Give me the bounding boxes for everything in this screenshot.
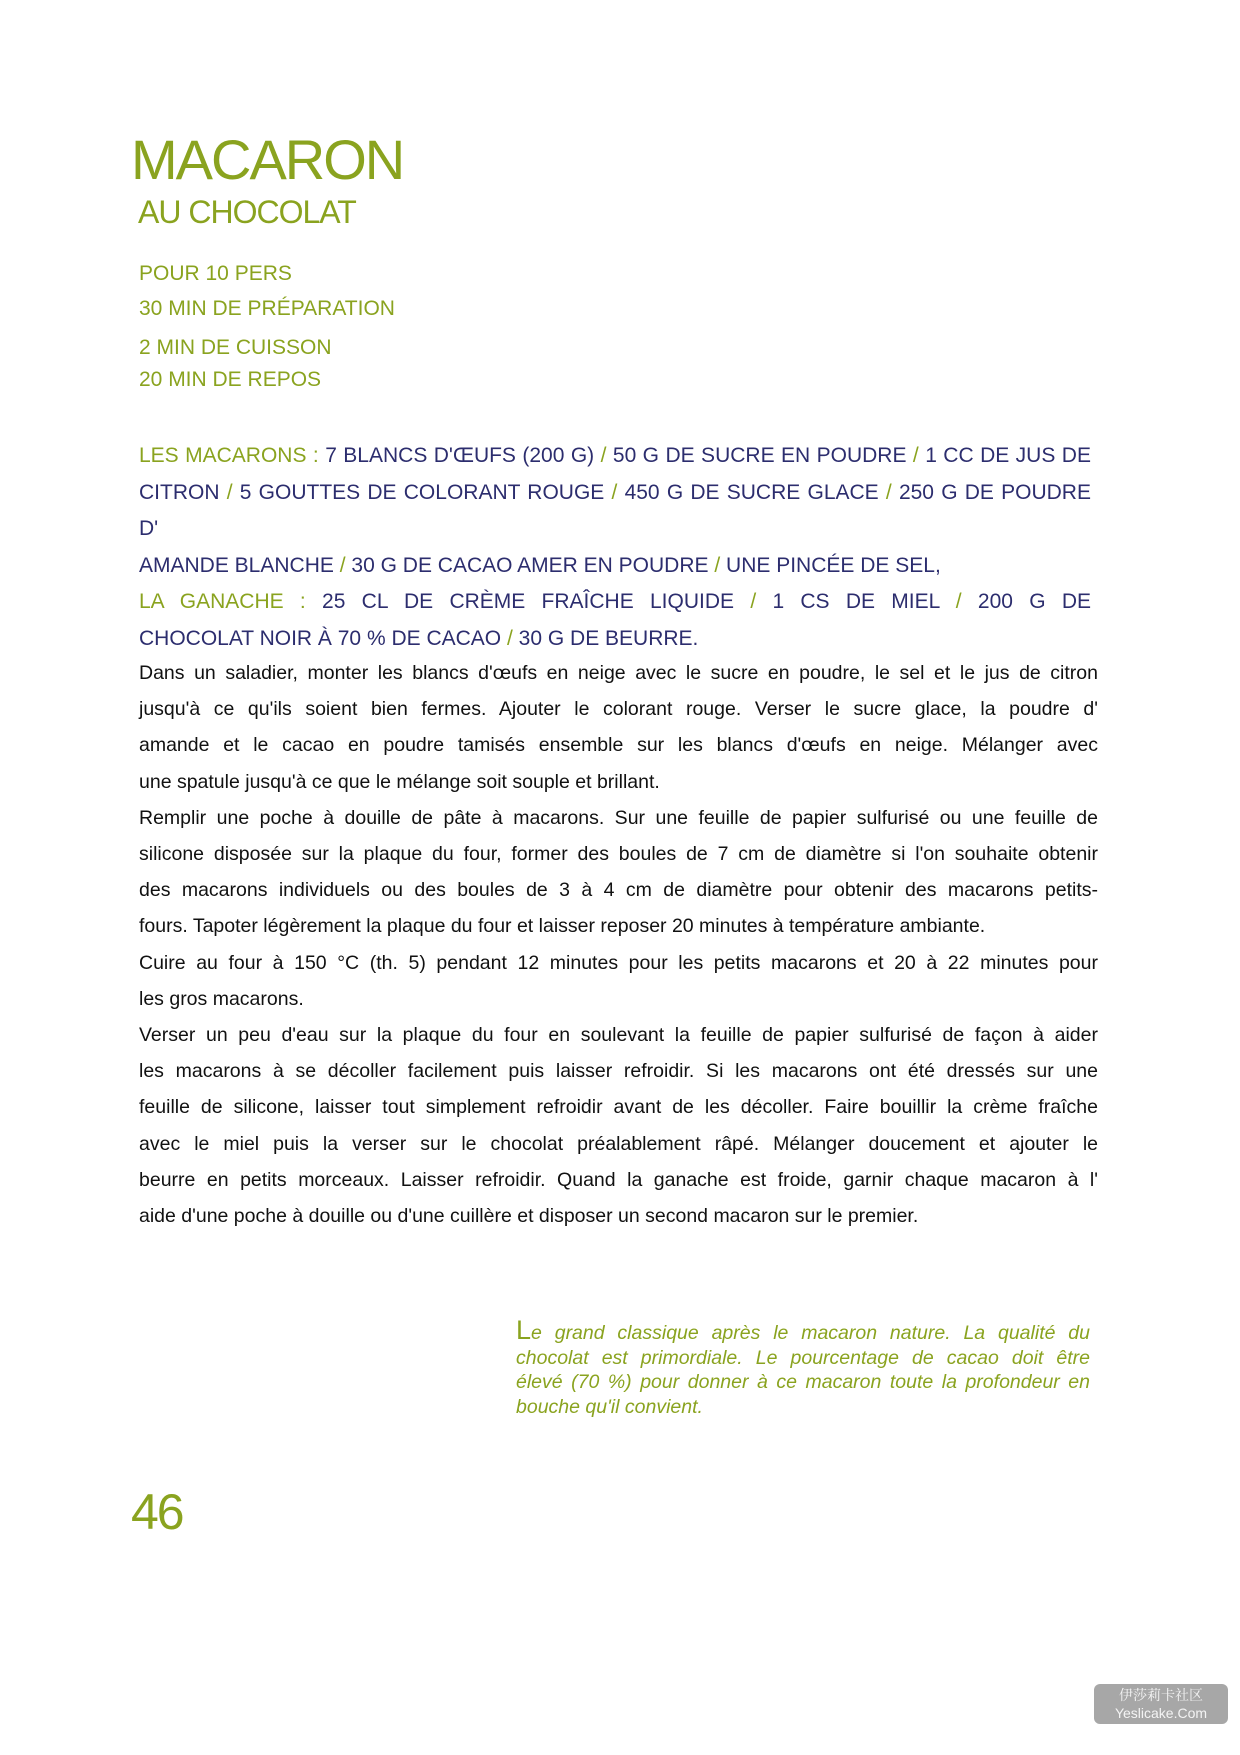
watermark-line: 伊莎莉卡社区 bbox=[1119, 1687, 1203, 1703]
ingredient-item: 30 G DE BEURRE. bbox=[518, 626, 699, 650]
quote-dropcap: L bbox=[516, 1315, 532, 1345]
instruction-line: Cuire au four à 150 °C (th. 5) pendant 12 minutes pour les petits macarons et 20 à 22 minutes pour bbox=[139, 951, 1098, 974]
instruction-line: fours. Tapoter légèrement la plaque du four et laisser reposer 20 minutes à température ambiante. bbox=[139, 915, 986, 938]
ingredient-item: 50 G DE SUCRE EN POUDRE bbox=[612, 444, 907, 467]
instruction-line: beurre en petits morceaux. Laisser refroidir. Quand la ganache est froide, garnir chaque macaron à l' bbox=[139, 1168, 1098, 1191]
site-watermark bbox=[1094, 1684, 1228, 1724]
ingredient-item: 250 G DE POUDRE D' bbox=[139, 480, 1091, 540]
ingredient-separator: / bbox=[714, 553, 721, 577]
ingredient-separator: / bbox=[226, 480, 233, 504]
ingredient-separator: / bbox=[955, 590, 962, 613]
recipe-subtitle: AU CHOCOLAT bbox=[138, 194, 356, 230]
instructions-text bbox=[139, 655, 1098, 1234]
ingredient-separator: / bbox=[885, 480, 892, 504]
quote-line: bouche qu'il convient. bbox=[516, 1395, 703, 1418]
ingredient-item: 1 CS DE MIEL bbox=[772, 590, 940, 613]
page-number: 46 bbox=[131, 1484, 183, 1540]
instruction-line: amande et le cacao en poudre tamisés ensemble sur les blancs d'œufs en neige. Mélanger avec bbox=[139, 734, 1098, 757]
instruction-line: jusqu'à ce qu'ils soient bien fermes. Ajouter le colorant rouge. Verser le sucre glace, la poudre d' bbox=[139, 698, 1098, 721]
ingredient-item: CHOCOLAT NOIR À 70 % DE CACAO bbox=[139, 626, 502, 650]
ingredient-item: 7 BLANCS D'ŒUFS (200 G) bbox=[325, 444, 595, 467]
chef-note-quote bbox=[516, 1315, 1090, 1419]
ingredient-item: AMANDE BLANCHE bbox=[139, 553, 334, 577]
instruction-line: une spatule jusqu'à ce que le mélange soit souple et brillant. bbox=[139, 770, 660, 793]
ingredient-separator: / bbox=[750, 590, 757, 613]
ingredient-separator: / bbox=[611, 480, 618, 504]
ingredient-item: UNE PINCÉE DE SEL, bbox=[726, 553, 941, 577]
ingredient-separator: / bbox=[600, 444, 607, 467]
instruction-line: avec le miel puis la verser sur le chocolat préalablement râpé. Mélanger doucement et ajouter le bbox=[139, 1132, 1098, 1155]
instruction-line: feuille de silicone, laisser tout simplement refroidir avant de les décoller. Faire bouillir la crème fraîche bbox=[139, 1096, 1098, 1119]
ingredients-line bbox=[139, 548, 1091, 585]
instruction-line: Verser un peu d'eau sur la plaque du four en soulevant la feuille de papier sulfurisé de façon à aider bbox=[139, 1024, 1098, 1047]
ganache-label: LA GANACHE : bbox=[139, 590, 306, 613]
ingredient-item: 200 G DE bbox=[977, 590, 1092, 613]
ingredient-item: 1 CC DE JUS DE bbox=[925, 444, 1091, 467]
ingredient-item: 5 GOUTTES DE COLORANT ROUGE bbox=[239, 480, 605, 504]
macarons-label: LES MACARONS : bbox=[139, 444, 319, 467]
ingredients-line bbox=[139, 475, 1091, 548]
ingredients-line bbox=[139, 621, 1091, 658]
instruction-line: silicone disposée sur la plaque du four, former des boules de 7 cm de diamètre si l'on souhaite obtenir bbox=[139, 843, 1098, 866]
ingredients-list bbox=[139, 438, 1091, 657]
instruction-line: des macarons individuels ou des boules de 3 à 4 cm de diamètre pour obtenir des macarons petits- bbox=[139, 879, 1098, 902]
quote-line: chocolat est primordiale. Le pourcentage de cacao doit être bbox=[516, 1346, 1090, 1369]
servings-info: POUR 10 PERS bbox=[139, 262, 292, 285]
quote-line: élevé (70 %) pour donner à ce macaron toute la profondeur en bbox=[516, 1371, 1090, 1393]
prep-time-info: 30 MIN DE PRÉPARATION bbox=[139, 297, 395, 320]
ingredient-separator: / bbox=[506, 626, 513, 650]
instruction-line: Dans un saladier, monter les blancs d'œufs en neige avec le sucre en poudre, le sel et le jus de citron bbox=[139, 662, 1098, 684]
ingredients-line bbox=[139, 584, 1091, 621]
quote-line bbox=[516, 1315, 1090, 1346]
ingredients-line bbox=[139, 438, 1091, 475]
instruction-line: aide d'une poche à douille ou d'une cuillère et disposer un second macaron sur le premier. bbox=[139, 1205, 919, 1228]
ingredient-separator: / bbox=[912, 444, 919, 467]
ingredient-item: 30 G DE CACAO AMER EN POUDRE bbox=[351, 553, 709, 577]
ingredient-separator: / bbox=[339, 553, 346, 577]
ingredient-item: 25 CL DE CRÈME FRAÎCHE LIQUIDE bbox=[322, 590, 735, 613]
instruction-line: les gros macarons. bbox=[139, 987, 304, 1010]
ingredient-item: 450 G DE SUCRE GLACE bbox=[624, 480, 879, 504]
instruction-line: Remplir une poche à douille de pâte à macarons. Sur une feuille de papier sulfurisé ou une feuille de bbox=[139, 806, 1098, 829]
rest-time-info: 20 MIN DE REPOS bbox=[139, 368, 322, 391]
ingredient-item: CITRON bbox=[139, 480, 220, 504]
instruction-line: les macarons à se décoller facilement puis laisser refroidir. Si les macarons ont été dressés sur une bbox=[139, 1060, 1098, 1083]
quote-text: e grand classique après le macaron nature. La qualité du bbox=[531, 1322, 1090, 1344]
watermark-line: Yeslicake.Com bbox=[1114, 1705, 1208, 1721]
cook-time-info: 2 MIN DE CUISSON bbox=[139, 336, 332, 359]
recipe-title: MACARON bbox=[131, 128, 404, 191]
